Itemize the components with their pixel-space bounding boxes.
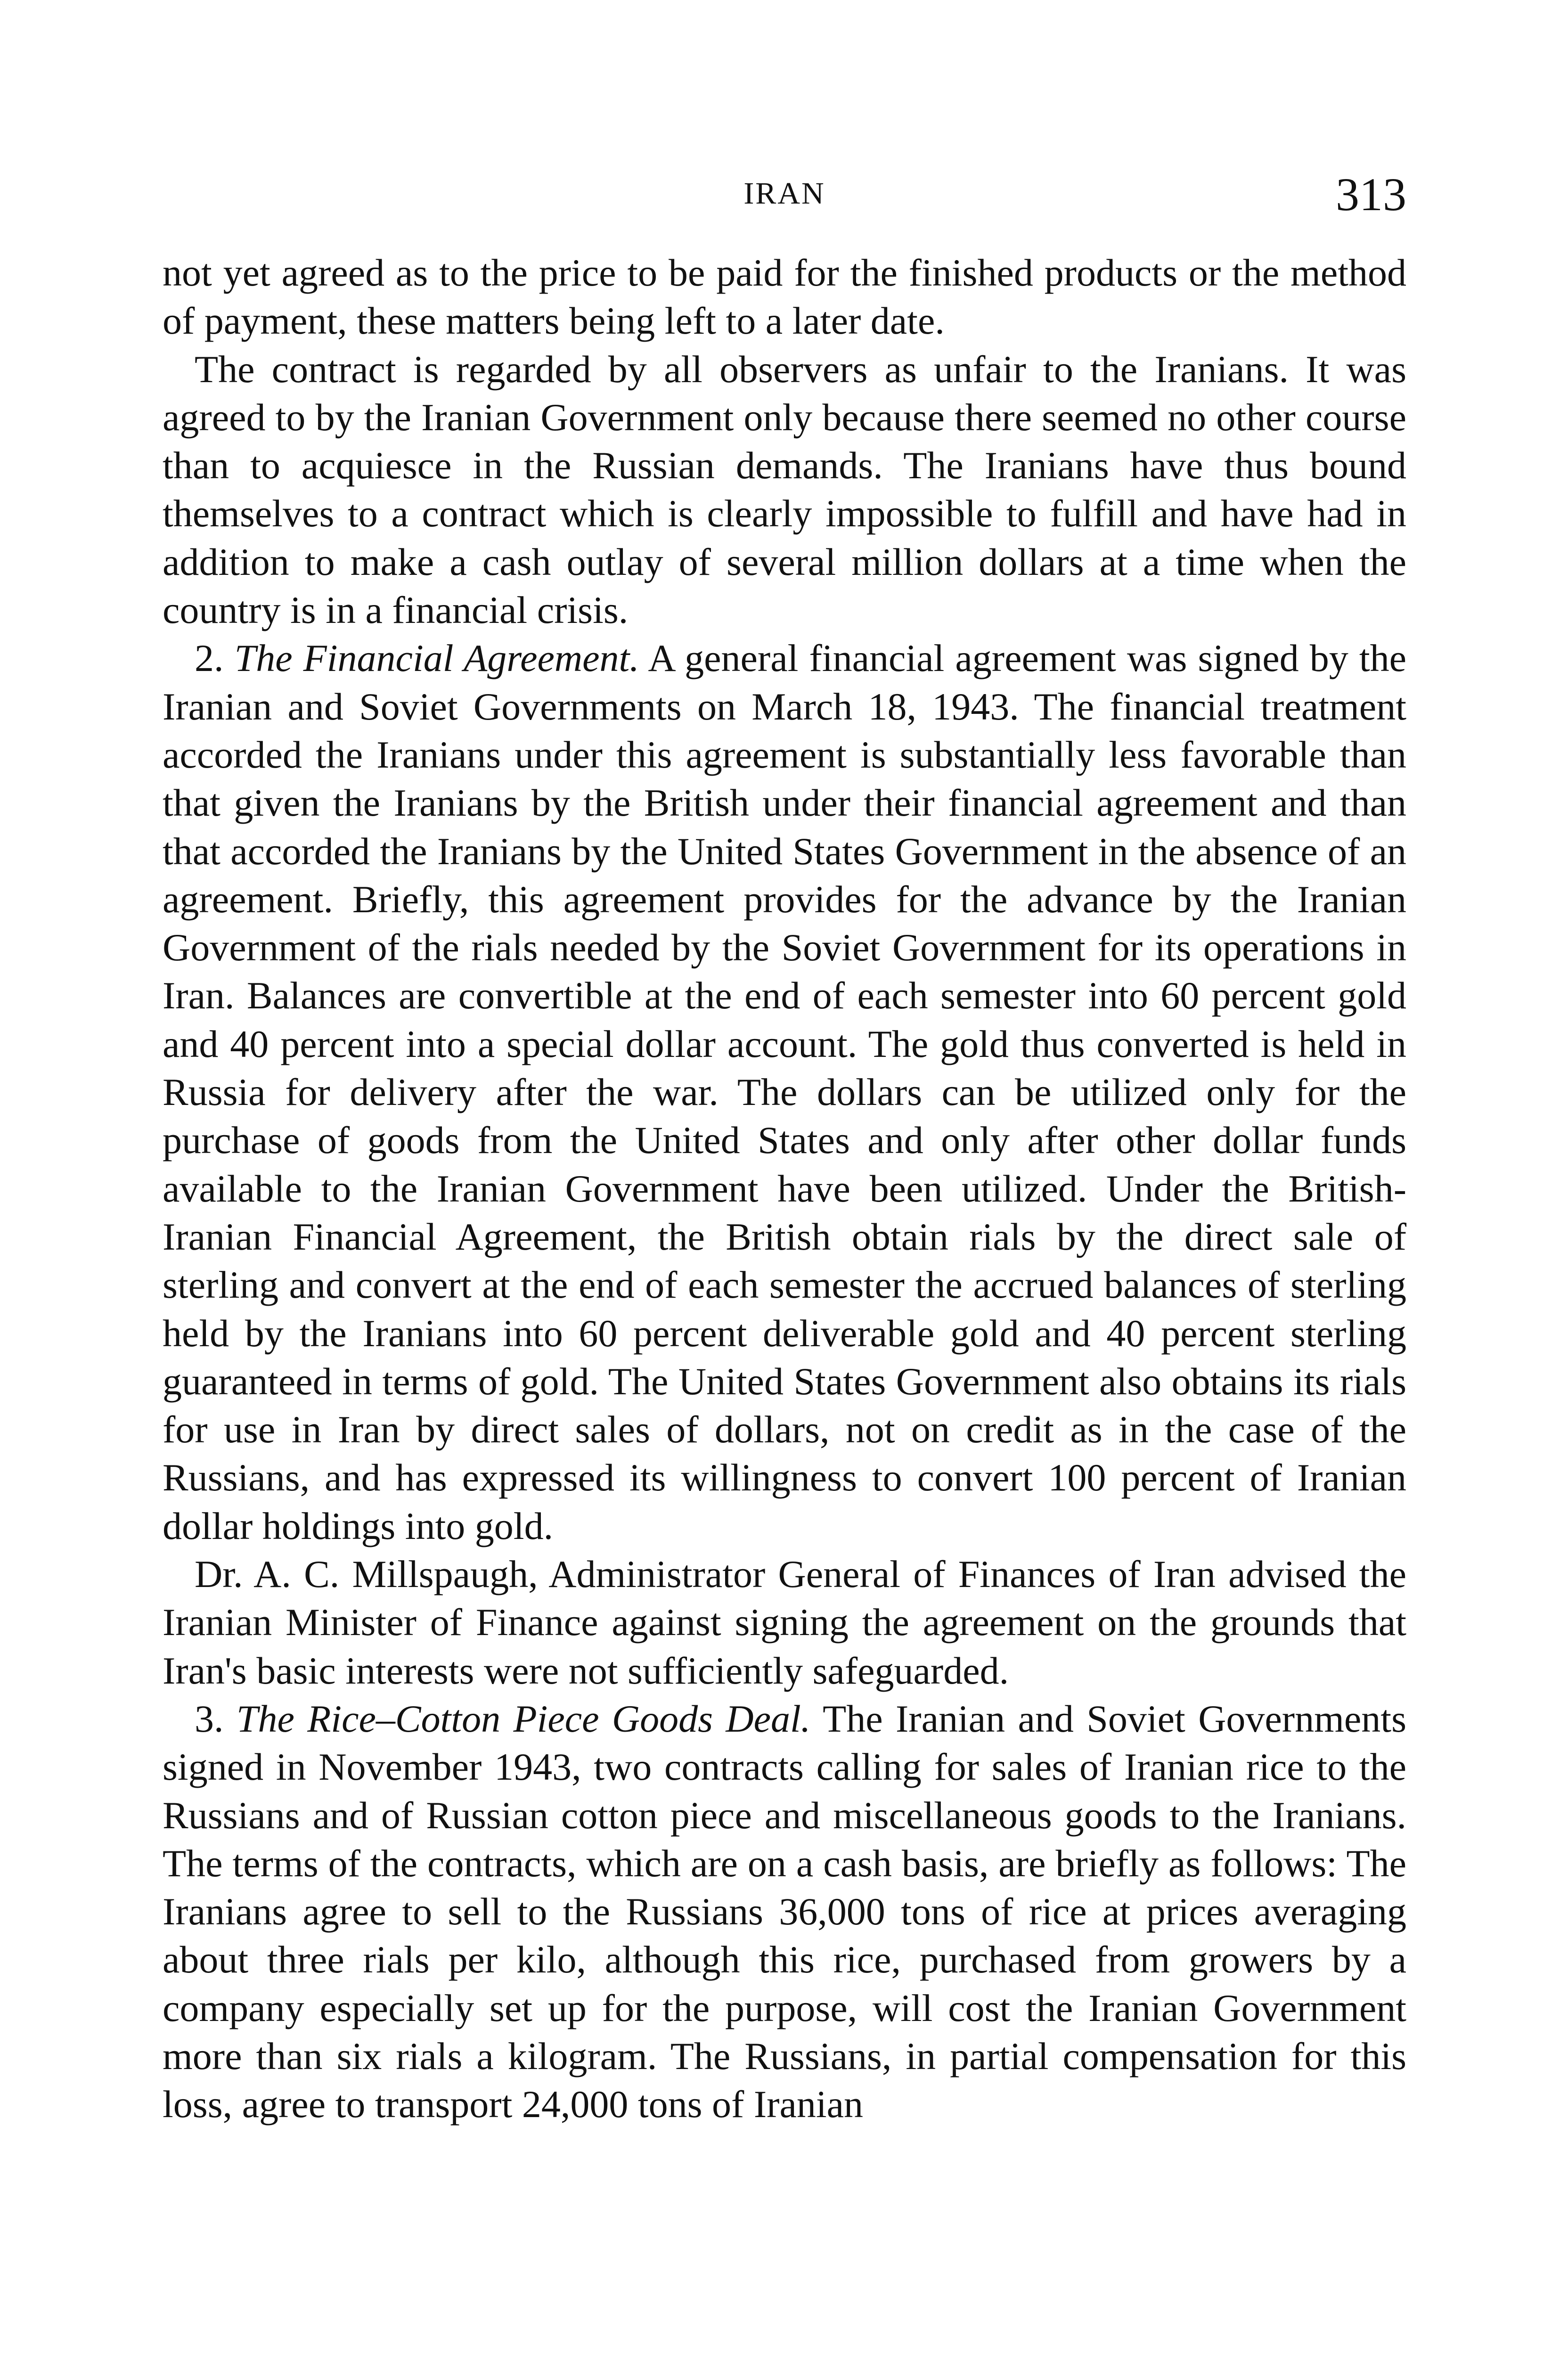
paragraph-continuation: not yet agreed as to the price to be paid for the finished products or the method of payment, these matters being left to a later date. (163, 251, 1406, 343)
section-text: A general financial agreement was signed by the Iranian and Soviet Governments on March 18, 1943. The financial treatment accorded the Iranians under this agreement is substantially less favorable than that given the Iranians by the British under their financial agreement and than that accorded the Iranians by the United States Government in the absence of an agreement. Briefly, this agreement provides for the advance by the Iranian Government of the rials needed by the Soviet Government for its operations in Iran. Balances are convertible at the end of each semester into 60 percent gold and 40 percent into a special dollar account. The gold thus converted is held in Russia for delivery after the war. The dollars can be utilized only for the purchase of goods from the United States and only after other dollar funds available to the Iranian Government have been utilized. Under the British-Iranian Financial Agreement, the British obtain rials by the direct sale of sterling and convert at the end of each semester the accrued balances of sterling held by the Iranians into 60 percent deliverable gold and 40 percent sterling guaranteed in terms of gold. The United States Government also obtains its rials for use in Iran by direct sales of dollars, not on credit as in the case of the Russians, and has expressed its willingness to convert 100 percent of Iranian dollar holdings into gold. (163, 637, 1406, 1547)
paragraph-contract-unfair: The contract is regarded by all observers as unfair to the Iranians. It was agreed to by the Iranian Government only because there seemed no other course than to acquiesce in the Russian demands. The Iranians have thus bound themselves to a contract which is clearly impossible to fulfill and have had in addition to make a cash outlay of several million dollars at a time when the country is in a financial crisis. (163, 347, 1406, 632)
paragraph-millspaugh: Dr. A. C. Millspaugh, Administrator General of Finances of Iran advised the Iranian Minister of Finance against signing the agreement on the grounds that Iran's basic interests were not sufficiently safeguarded. (163, 1553, 1406, 1692)
section-heading-financial-agreement: The Financial Agreement. (234, 637, 639, 680)
section-number: 3. (195, 1697, 237, 1740)
paragraph-rice-cotton-deal (163, 1695, 1406, 2129)
section-text: The Iranian and Soviet Governments signed in November 1943, two contracts calling for sales of Iranian rice to the Russians and of Russian cotton piece and miscellaneous goods to the Iranians. The terms of the contracts, which are on a cash basis, are briefly as follows: The Iranians agree to sell to the Russians 36,000 tons of rice at prices averaging about three rials per kilo, although this rice, purchased from growers by a company especially set up for the purpose, will cost the Iranian Government more than six rials a kilogram. The Russians, in partial compensation for this loss, agree to transport 24,000 tons of Iranian (163, 1697, 1406, 2126)
paragraph-financial-agreement (163, 634, 1406, 1550)
running-head (163, 167, 1406, 219)
section-number: 2. (195, 637, 235, 680)
section-heading-rice-cotton: The Rice–Cotton Piece Goods Deal. (236, 1697, 811, 1740)
running-title: IRAN (743, 176, 825, 211)
body-text (163, 249, 1406, 2129)
page-number: 313 (1336, 168, 1406, 221)
